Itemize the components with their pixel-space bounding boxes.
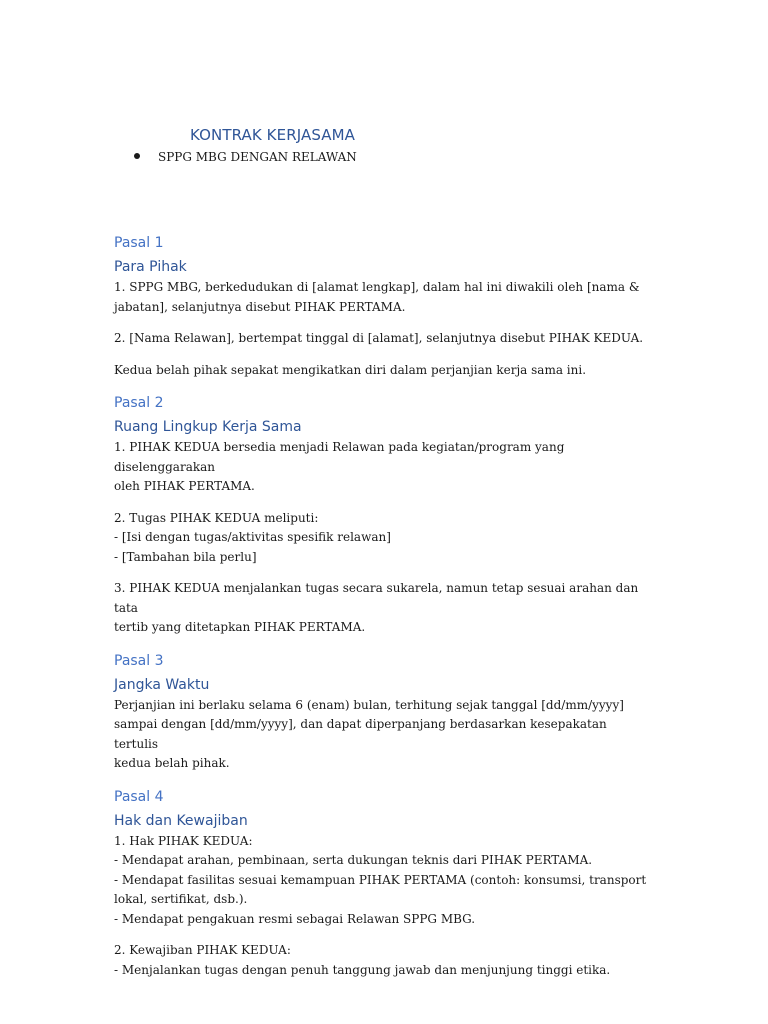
bullet-item [134, 150, 357, 164]
document-title: KONTRAK KERJASAMA [190, 126, 356, 144]
section-title: Para Pihak [114, 259, 187, 275]
section-pasal-4 [114, 786, 654, 981]
section-number: Pasal 2 [114, 395, 164, 411]
paragraph: Kedua belah pihak sepakat mengikatkan diri dalam perjanjian kerja sama ini. [114, 362, 587, 377]
paragraph: 1. SPPG MBG, berkedudukan di [alamat lengkap], dalam hal ini diwakili oleh [nama & jabatan], selanjutnya disebut PIHAK PERTAMA. [114, 280, 640, 314]
section-number: Pasal 4 [114, 788, 164, 805]
paragraph: 1. PIHAK KEDUA bersedia menjadi Relawan pada kegiatan/program yang diselenggarakan oleh PIHAK PERTAMA. [114, 440, 565, 493]
section-title: Ruang Lingkup Kerja Sama [114, 419, 302, 435]
section-title: Jangka Waktu [114, 676, 210, 693]
bullet-dot-icon [134, 153, 140, 159]
bullet-text: SPPG MBG DENGAN RELAWAN [158, 150, 357, 164]
paragraph: 2. [Nama Relawan], bertempat tinggal di [alamat], selanjutnya disebut PIHAK KEDUA. [114, 331, 644, 345]
paragraph: 2. Tugas PIHAK KEDUA meliputi: - [Isi dengan tugas/aktivitas spesifik relawan] - [Tambahan bila perlu] [114, 510, 391, 564]
document-body [114, 232, 654, 980]
section-pasal-2 [114, 392, 654, 638]
section-pasal-3 [114, 650, 654, 774]
section-title: Hak dan Kewajiban [114, 812, 248, 829]
paragraph: 3. PIHAK KEDUA menjalankan tugas secara sukarela, namun tetap sesuai arahan dan tata tertib yang ditetapkan PIHAK PERTAMA. [114, 581, 639, 634]
paragraph: 1. Hak PIHAK KEDUA: - Mendapat arahan, pembinaan, serta dukungan teknis dari PIHAK PERTAMA. - Mendapat fasilitas sesuai kemampuan PIHAK PERTAMA (contoh: konsumsi, transport lokal, sertifikat, dsb.). - Mendapat pengakuan resmi sebagai Relawan SPPG MBG. [114, 833, 647, 926]
section-number: Pasal 1 [114, 235, 164, 251]
paragraph: 2. Kewajiban PIHAK KEDUA: - Menjalankan tugas dengan penuh tanggung jawab dan menjunjung tinggi etika. [114, 943, 611, 977]
paragraph: Perjanjian ini berlaku selama 6 (enam) bulan, terhitung sejak tanggal [dd/mm/yyyy] sampai dengan [dd/mm/yyyy], dan dapat diperpanjang berdasarkan kesepakatan tertulis kedua belah pihak. [114, 697, 624, 770]
section-number: Pasal 3 [114, 652, 164, 669]
section-pasal-1 [114, 232, 654, 380]
